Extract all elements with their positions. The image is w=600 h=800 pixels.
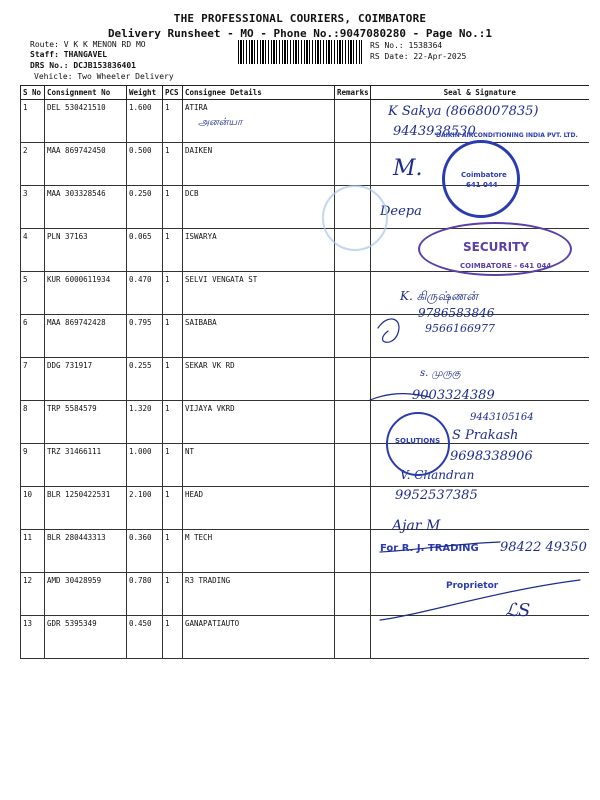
signature-stroke-row13 (380, 580, 580, 620)
cell-consignment: BLR 280443313 (45, 530, 127, 573)
cell-pcs: 1 (163, 530, 183, 573)
cell-pcs: 1 (163, 315, 183, 358)
cell-sno: 8 (21, 401, 45, 444)
cell-pcs: 1 (163, 444, 183, 487)
cell-consignee: ISWARYA (183, 229, 335, 272)
cell-weight: 0.470 (127, 272, 163, 315)
cell-consignee: M TECH (183, 530, 335, 573)
cell-consignment: DEL 530421510 (45, 100, 127, 143)
cell-weight: 0.795 (127, 315, 163, 358)
cell-sno: 5 (21, 272, 45, 315)
cell-consignment: KUR 6000611934 (45, 272, 127, 315)
cell-pcs: 1 (163, 186, 183, 229)
cell-weight: 0.250 (127, 186, 163, 229)
cell-pcs: 1 (163, 100, 183, 143)
rs-date-text: RS Date: 22-Apr-2025 (370, 52, 467, 61)
security-stamp-label: SECURITY (463, 240, 529, 254)
cell-consignment: GDR 5395349 (45, 616, 127, 659)
cell-consignment: PLN 37163 (45, 229, 127, 272)
cell-consignment: BLR 1250422531 (45, 487, 127, 530)
cell-sno: 11 (21, 530, 45, 573)
cell-weight: 0.065 (127, 229, 163, 272)
handwritten-phone1-row6: 9786583846 (418, 306, 495, 320)
signature-stroke-row7 (378, 319, 399, 342)
cell-pcs: 1 (163, 487, 183, 530)
cell-pcs: 1 (163, 401, 183, 444)
col-consignee: Consignee Details (183, 86, 335, 100)
rj-trading-stamp: For R. J. TRADING (380, 543, 479, 554)
proprietor-label: Proprietor (446, 581, 499, 591)
cell-consignee: SELVI VENGATA ST (183, 272, 335, 315)
cell-consignee: SAIBABA (183, 315, 335, 358)
col-pcs: PCS (163, 86, 183, 100)
security-stamp-pin: COIMBATORE - 641 044 (460, 262, 552, 270)
handwritten-phone-row9: 9698338906 (450, 449, 533, 464)
handwritten-name-row4: Deepa (380, 204, 422, 219)
cell-consignee: GANAPATIAUTO (183, 616, 335, 659)
cell-pcs: 1 (163, 358, 183, 401)
cell-pcs: 1 (163, 229, 183, 272)
cell-weight: 2.100 (127, 487, 163, 530)
rs-no-text: RS No.: 1538364 (370, 41, 443, 50)
col-remarks: Remarks (335, 86, 371, 100)
solutions-stamp-label: SOLUTIONS (395, 437, 441, 445)
cell-sno: 13 (21, 616, 45, 659)
handwritten-name-row9: S Prakash (452, 428, 519, 443)
cell-consignee: SEKAR VK RD (183, 358, 335, 401)
handwritten-phone2-row6: 9566166977 (425, 322, 495, 335)
cell-consignment: MAA 869742450 (45, 143, 127, 186)
cell-sno: 2 (21, 143, 45, 186)
signature-row2: M. (393, 156, 423, 181)
cell-sno: 9 (21, 444, 45, 487)
runsheet-subtitle: Delivery Runsheet - MO - Phone No.:9047080280 - Page No.:1 (107, 27, 493, 40)
col-seal: Seal & Signature (371, 86, 589, 100)
cell-pcs: 1 (163, 573, 183, 616)
cell-consignment: AMD 30428959 (45, 573, 127, 616)
cell-weight: 0.500 (127, 143, 163, 186)
daikin-stamp-pin: 641 044 (466, 181, 498, 189)
cell-consignment: TRZ 31466111 (45, 444, 127, 487)
signature-row11: Ajar M (392, 518, 441, 534)
handwritten-phone-row10: 9952537385 (395, 488, 478, 503)
drs-label: DRS No.: (30, 61, 74, 70)
cell-consignment: MAA 303328546 (45, 186, 127, 229)
handwritten-name-row1: K Sakya (8668007835) (388, 104, 539, 119)
signature-row13: ℒS (505, 600, 531, 621)
handwritten-name-row10: V. Chandran (400, 468, 475, 482)
cell-weight: 0.360 (127, 530, 163, 573)
handwritten-phone1-row8: 9003324389 (412, 388, 495, 403)
cell-consignee: R3 TRADING (183, 573, 335, 616)
cell-consignee: VIJAYA VKRD (183, 401, 335, 444)
cell-consignee: NT (183, 444, 335, 487)
signature-stroke-row12 (380, 542, 500, 552)
col-weight: Weight (127, 86, 163, 100)
handwritten-sign-row7: s. முருகு (420, 368, 461, 379)
handwritten-name-row6: K. கிருஷ்ணன் (400, 289, 478, 303)
cell-weight: 1.320 (127, 401, 163, 444)
cell-sno: 10 (21, 487, 45, 530)
company-title: THE PROFESSIONAL COURIERS, COIMBATORE (173, 12, 427, 25)
cell-weight: 1.000 (127, 444, 163, 487)
vehicle-text: Vehicle: Two Wheeler Delivery (34, 72, 174, 81)
cell-consignee: ATIRA (183, 100, 335, 143)
cell-pcs: 1 (163, 616, 183, 659)
col-consignment: Consignment No (45, 86, 127, 100)
cell-weight: 0.255 (127, 358, 163, 401)
cell-sno: 7 (21, 358, 45, 401)
route-text: Route: V K K MENON RD MO (30, 40, 146, 49)
cell-consignee: HEAD (183, 487, 335, 530)
staff-text: Staff: THANGAVEL (30, 50, 108, 59)
cell-weight: 0.780 (127, 573, 163, 616)
cell-pcs: 1 (163, 272, 183, 315)
handwritten-phone-row12: 98422 49350 (500, 540, 587, 555)
cell-consignment: MAA 869742428 (45, 315, 127, 358)
cell-weight: 1.600 (127, 100, 163, 143)
cell-sno: 12 (21, 573, 45, 616)
cell-sno: 6 (21, 315, 45, 358)
cell-consignee: DCB (183, 186, 335, 229)
cell-sno: 4 (21, 229, 45, 272)
cell-consignment: DDG 731917 (45, 358, 127, 401)
cell-weight: 0.450 (127, 616, 163, 659)
cell-sno: 3 (21, 186, 45, 229)
handwritten-phone2-row8: 9443105164 (470, 412, 534, 423)
arrow-stroke-row8 (370, 394, 430, 400)
cell-sno: 1 (21, 100, 45, 143)
handwritten-phone-row1: 9443938530 (393, 124, 476, 139)
cell-pcs: 1 (163, 143, 183, 186)
drs-value: DCJB153836401 (73, 61, 136, 70)
col-sno: S No (21, 86, 45, 100)
cell-consignment: TRP 5584579 (45, 401, 127, 444)
cell-consignee: DAIKEN (183, 143, 335, 186)
handwritten-tamil-row1: அனன்யா (198, 117, 243, 128)
daikin-stamp-city: Coimbatore (461, 171, 507, 179)
daikin-stamp-company: DAIKIN AIRCONDITIONING INDIA PVT. LTD. (436, 132, 578, 139)
